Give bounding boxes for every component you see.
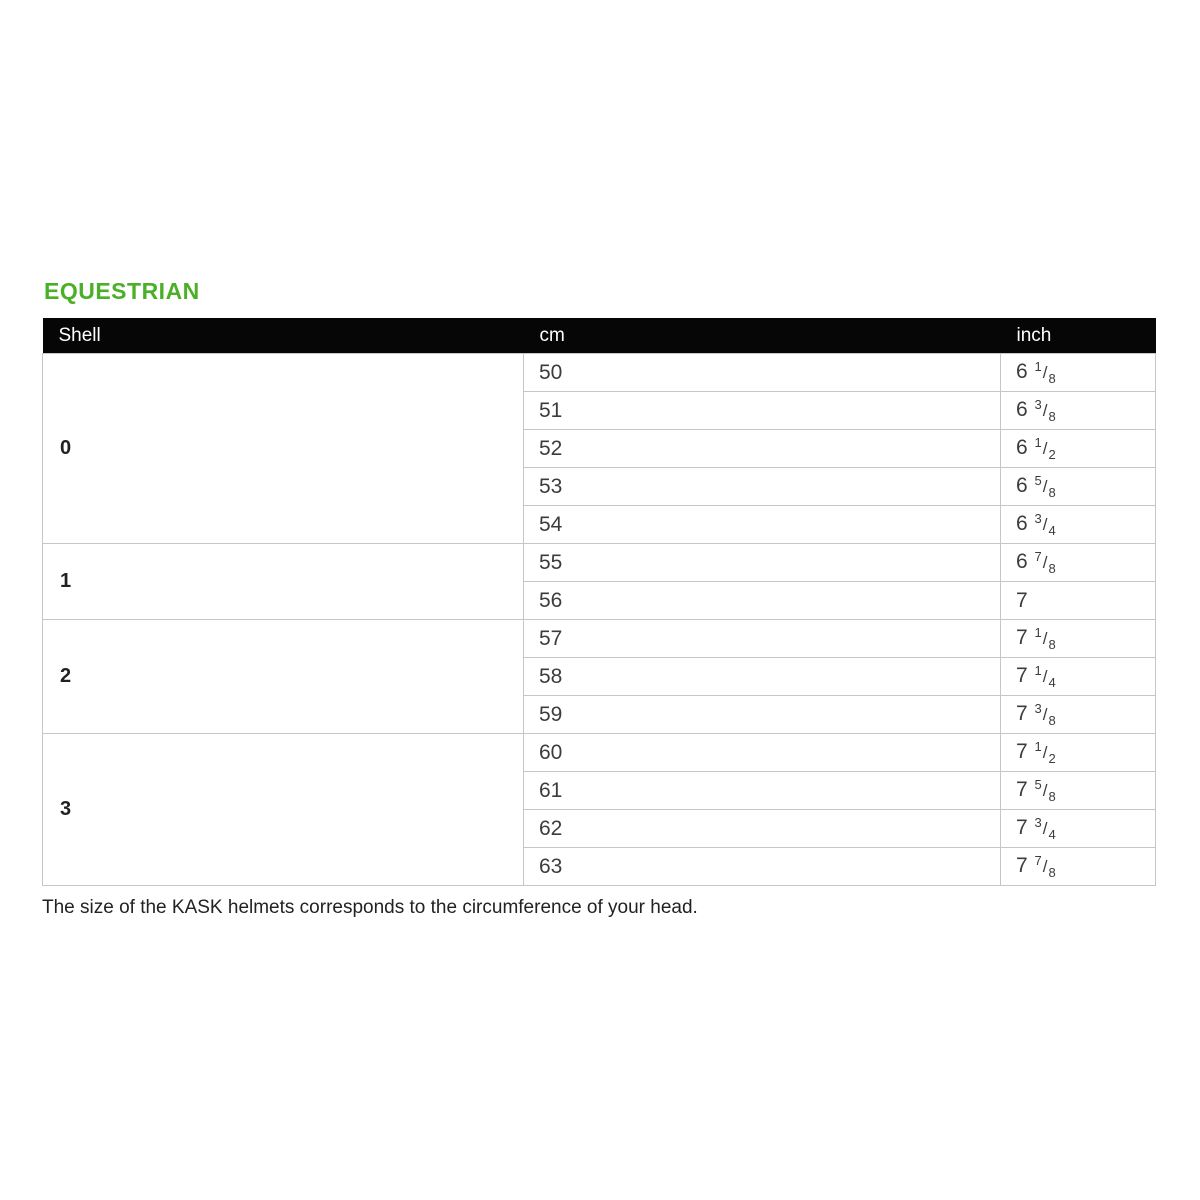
inch-cell: 7 $^1/_2$	[1001, 734, 1156, 772]
size-table	[42, 318, 1156, 886]
cm-cell: 53	[524, 468, 1001, 506]
inch-whole: 7	[1016, 740, 1028, 763]
inch-cell: 6 $^5/_8$	[1001, 468, 1156, 506]
shell-cell: 2	[43, 620, 524, 734]
cm-cell: 51	[524, 392, 1001, 430]
inch-whole: 7	[1016, 778, 1028, 801]
inch-cell: 7 $^3/_8$	[1001, 696, 1156, 734]
cm-cell: 57	[524, 620, 1001, 658]
cm-cell: 62	[524, 810, 1001, 848]
table-row	[43, 354, 1156, 392]
cm-cell: 54	[524, 506, 1001, 544]
inch-cell: 7 $^1/_8$	[1001, 620, 1156, 658]
inch-cell: 6 $^3/_8$	[1001, 392, 1156, 430]
cm-cell: 60	[524, 734, 1001, 772]
size-note: The size of the KASK helmets corresponds to the circumference of your head.	[42, 897, 698, 918]
shell-cell: 0	[43, 354, 524, 544]
inch-whole: 7	[1016, 626, 1028, 649]
inch-cell	[1001, 582, 1156, 620]
table-row	[43, 620, 1156, 658]
inch-whole: 6	[1016, 436, 1028, 459]
inch-cell: 7 $^7/_8$	[1001, 848, 1156, 886]
inch-whole: 6	[1016, 474, 1028, 497]
inch-cell: 7 $^5/_8$	[1001, 772, 1156, 810]
cm-cell: 63	[524, 848, 1001, 886]
inch-whole: 6	[1016, 398, 1028, 421]
inch-whole: 7	[1016, 854, 1028, 877]
inch-whole: 7	[1016, 588, 1028, 612]
shell-cell: 1	[43, 544, 524, 620]
inch-whole: 6	[1016, 512, 1028, 535]
inch-whole: 7	[1016, 816, 1028, 839]
cm-cell: 59	[524, 696, 1001, 734]
inch-whole: 6	[1016, 550, 1028, 573]
inch-cell: 6 $^1/_8$	[1001, 354, 1156, 392]
inch-cell: 6 $^7/_8$	[1001, 544, 1156, 582]
inch-whole: 6	[1016, 360, 1028, 383]
shell-cell: 3	[43, 734, 524, 886]
table-row	[43, 544, 1156, 582]
page-title: EQUESTRIAN	[44, 278, 200, 304]
inch-cell: 6 $^1/_2$	[1001, 430, 1156, 468]
cm-cell: 55	[524, 544, 1001, 582]
table-row	[43, 734, 1156, 772]
inch-cell: 7 $^1/_4$	[1001, 658, 1156, 696]
inch-cell: 7 $^3/_4$	[1001, 810, 1156, 848]
table-header-row	[43, 318, 1156, 354]
inch-cell: 6 $^3/_4$	[1001, 506, 1156, 544]
col-header-inch: inch	[1001, 318, 1156, 354]
inch-whole: 7	[1016, 702, 1028, 725]
inch-whole: 7	[1016, 664, 1028, 687]
cm-cell: 52	[524, 430, 1001, 468]
cm-cell: 61	[524, 772, 1001, 810]
col-header-shell: Shell	[43, 318, 524, 354]
size-table-body	[43, 354, 1156, 886]
col-header-cm: cm	[524, 318, 1001, 354]
cm-cell: 56	[524, 582, 1001, 620]
cm-cell: 50	[524, 354, 1001, 392]
sizing-section	[42, 278, 1155, 919]
cm-cell: 58	[524, 658, 1001, 696]
